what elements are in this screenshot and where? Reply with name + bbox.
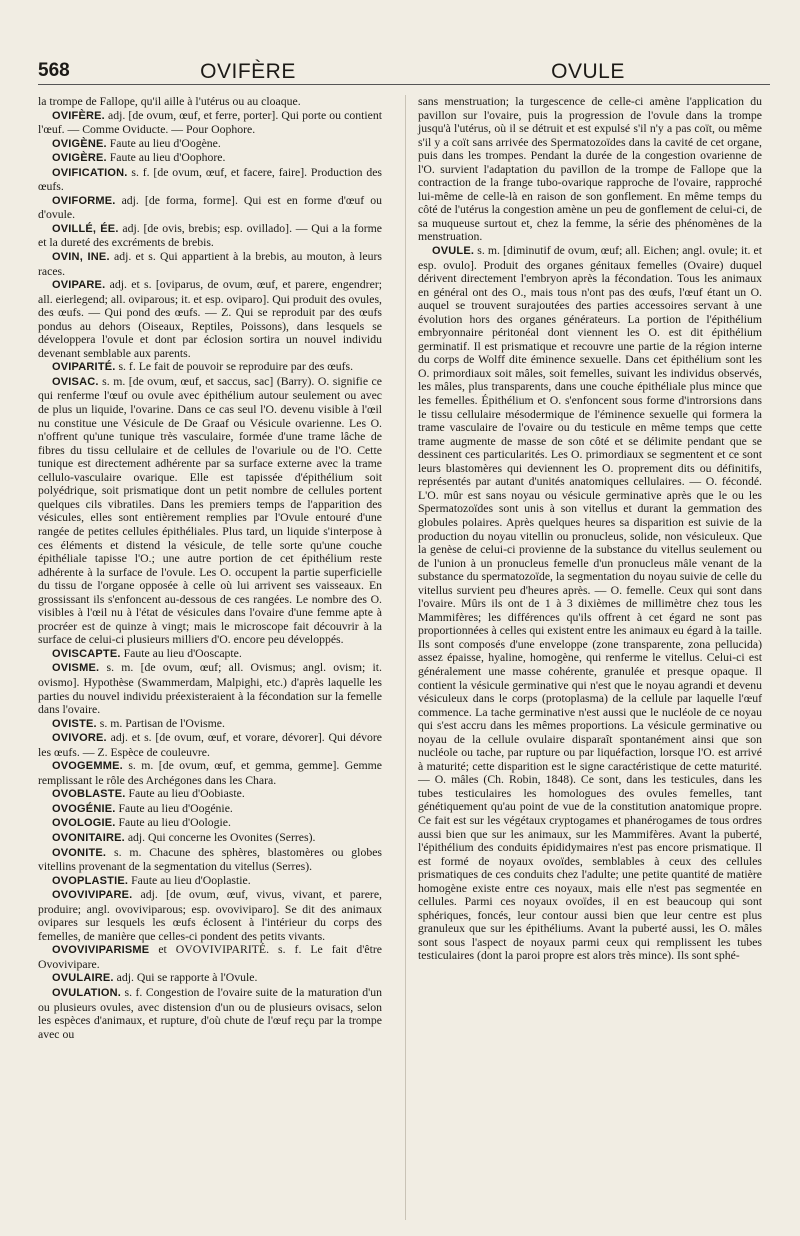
entry-text: adj. [de forma, forme]. Qui est en forme d'œuf ou d'ovule.: [38, 193, 382, 222]
dictionary-entry: [38, 802, 382, 817]
dictionary-entry: [38, 137, 382, 152]
entry-text: Faute au lieu d'Oophore.: [106, 151, 226, 165]
entry-text: sans menstruation; la turgescence de celle-ci amène l'application du pavillon sur l'ovaire, puis la progression de l'ovule dans la trompe jusqu'à l'utérus, où il se détruit et est expulsé s'il n'y a pas coït, ou même s'il y a coït sans arrivée des Spermatozoïdes dans la cavité de cet organe, puis dans les trompes. Pendant la durée de la congestion ovarienne de l'O. survient l'adaptation du pavillon de la trompe de Fallope que la contraction de la frange tubo-ovarique rapproche de l'ovaire, rapproché lui-même de celle-là en raison de son gonflement. En même temps du côté de l'utérus la congestion amène un peu de gonflement de celui-ci, de sa muqueuse surtout et, chez la femme, la série des phénomènes de la menstruation.: [418, 95, 762, 244]
dictionary-entry: [38, 717, 382, 732]
entry-text: s. f. Congestion de l'ovaire suite de la maturation d'un ou plusieurs ovules, avec distension d'un ou de plusieurs ovisacs, selon les espèces d'animaux, et rupture, d'où chute de l'œuf reçu par la trompe avec ou: [38, 986, 382, 1041]
dictionary-entry: [418, 244, 762, 963]
entry-headword: OVOLOGIE.: [52, 817, 116, 830]
entry-headword: OVIFÈRE.: [52, 109, 105, 122]
right-guide-word: OVULE: [551, 60, 625, 83]
entry-headword: OVOVIVIPARISME: [52, 944, 150, 957]
dictionary-entry: [38, 731, 382, 759]
dictionary-entry: [38, 831, 382, 846]
entry-text: s. f. [de ovum, œuf, et facere, faire]. Production des œufs.: [38, 165, 382, 194]
entry-text: et OVOVIVIPARITÉ. s. f. Le fait d'être Ovovivipare.: [38, 943, 382, 971]
entry-headword: OVISME.: [52, 662, 100, 675]
continued-text: [38, 95, 382, 109]
entry-text: Faute au lieu d'Oogène.: [106, 136, 221, 150]
entry-text: s. m. Chacune des sphères, blastomères ou globes vitellins provenant de la segmentation du vitellus (Serres).: [38, 845, 382, 874]
dictionary-entry: [38, 846, 382, 874]
entry-headword: OVOVIVIPARE.: [52, 889, 133, 902]
entry-headword: OVULATION.: [52, 987, 122, 999]
dictionary-entry: [38, 971, 382, 986]
column-divider: [405, 95, 406, 1220]
entry-headword: OVOBLASTE.: [52, 788, 126, 801]
dictionary-entry: [38, 360, 382, 375]
entry-headword: OVILLÉ, ÉE.: [52, 222, 119, 235]
dictionary-entry: [38, 986, 382, 1041]
entry-headword: OVOGEMME.: [52, 760, 123, 773]
entry-headword: OVOPLASTIE.: [52, 874, 129, 887]
entry-text: Faute au lieu d'Ooscapte.: [120, 646, 242, 660]
dictionary-entry: [38, 888, 382, 943]
entry-text: la trompe de Fallope, qu'il aille à l'utérus ou au cloaque.: [38, 95, 301, 108]
dictionary-entry: [38, 109, 382, 137]
entry-headword: OVIFICATION.: [52, 166, 128, 179]
entry-text: adj. Qui concerne les Ovonites (Serres).: [124, 830, 316, 844]
entry-text: Faute au lieu d'Oobiaste.: [125, 787, 245, 801]
dictionary-entry: [38, 222, 382, 250]
right-column: [418, 95, 762, 963]
entry-headword: OVIGÈRE.: [52, 152, 107, 165]
dictionary-entry: [38, 194, 382, 222]
dictionary-entry: [38, 375, 382, 647]
entry-text: Faute au lieu d'Ooplastie.: [128, 873, 251, 887]
dictionary-entry: [38, 166, 382, 194]
entry-headword: OVIGÈNE.: [52, 137, 107, 150]
entry-text: Faute au lieu d'Oologie.: [115, 816, 231, 830]
entry-headword: OVISAC.: [52, 375, 99, 388]
entry-text: adj. Qui se rapporte à l'Ovule.: [113, 971, 258, 985]
entry-headword: OVONITE.: [52, 846, 107, 859]
dictionary-entry: [38, 874, 382, 889]
entry-headword: OVONITAIRE.: [52, 831, 125, 844]
dictionary-entry: [38, 787, 382, 802]
entry-text: adj. et s. Qui appartient à la brebis, au mouton, à leurs races.: [38, 250, 382, 278]
dictionary-entry: [38, 250, 382, 278]
entry-headword: OVIN, INE.: [52, 251, 110, 264]
entry-text: adj. et s. [oviparus, de ovum, œuf, et parere, engendrer; all. eierlegend; all. oviparous; it. et esp. oviparo]. Qui produit des ovules, des œufs. — Qui pond des œufs. — Z. Qui se reproduit par des œufs pondus au dehors (Oiseaux, Reptiles, Poissons), dans lesquels se développera l'ovule et dont par éclosion sortira un nouvel individu devenant semblable aux parents.: [38, 278, 382, 360]
dictionary-entry: [38, 943, 382, 971]
page-number: 568: [38, 60, 70, 81]
entry-text: s. m. Partisan de l'Ovisme.: [96, 716, 225, 730]
entry-text: s. m. [de ovum, œuf, et saccus, sac] (Barry). O. signifie ce qui renferme l'œuf ou ovule avec épithélium autour seulement ou avec de plus un liquide, l'ovarine. Dans ce cas seul l'O. devenu visible à l'œil nu constitue une Vésicule de De Graaf ou Vésicule ovarienne. Les O. n'offrent qu'une tunique très vasculaire, formée d'une trame lâche de fibres du tissu cellulaire et de cellules de l'ovariule ou de l'O. Cette tunique est directement adhérente par sa surface externe avec la trame cellulo-vasculaire ovarique. Elle est tapissée d'épithélium soit polyédrique, soit prismatique dont un petit nombre de cellules portent quelques cils vibratiles. Dans les premiers temps de l'apparition des vésicules, elles sont entièrement remplies par l'Ovule entouré d'une rangée de petites cellules épithéliales. Plus tard, un liquide s'interpose à ces éléments et distend la vésicule, de telle sorte qu'une couche épithéliale tapisse l'O.; une autre portion de cet épithélium reste adhérente à la surface de l'ovule. Les O. occupent la partie superficielle du tissu de l'organe opposée à celle où lui arrivent ses vaisseaux. En grossissant ils s'enfoncent au-dessous de ces rangées. Le nombre des O. visibles à l'œil nu à l'état de vésicules dans l'ovaire d'une femme apte à procréer est de quinze à vingt; mais le microscope fait découvrir à la surface de celui-ci plusieurs milliers d'O. encore peu développés.: [38, 374, 382, 647]
entry-headword: OVIPARE.: [52, 279, 106, 292]
entry-text: s. m. [de ovum, œuf; all. Ovismus; angl. ovism; it. ovismo]. Hypothèse (Swammerdam, Malpighi, etc.) d'après laquelle les parties du nouvel individu préexisteraient à la fécondation sur la femelle dans l'ovaire.: [38, 661, 382, 717]
header-rule: [38, 84, 770, 85]
entry-text: s. f. Le fait de pouvoir se reproduire par des œufs.: [115, 360, 354, 374]
running-header: [38, 60, 770, 90]
entry-text: adj. et s. [de ovum, œuf, et vorare, dévorer]. Qui dévore les œufs. — Z. Espèce de couleuvre.: [38, 731, 382, 759]
entry-text: adj. [de ovum, œuf, et ferre, porter]. Qui porte ou contient l'œuf. — Comme Oviducte. — Pour Oophore.: [38, 108, 382, 137]
entry-text: s. m. [de ovum, œuf, et gemma, gemme]. Gemme remplissant le rôle des Archégones dans les Chara.: [38, 759, 382, 787]
dictionary-entry: [38, 151, 382, 166]
entry-headword: OVULAIRE.: [52, 972, 114, 985]
entry-headword: OVIPARITÉ.: [52, 361, 116, 374]
entry-text: s. m. [diminutif de ovum, œuf; all. Eichen; angl. ovule; it. et esp. ovulo]. Produit des organes génitaux femelles (Ovaire) duquel dérivent directement l'embryon après la fécondation. Tous les animaux en général ont des O., mais tous n'ont pas des œufs, l'œuf étant un O. auquel se trouvent surajoutées des parties accessoires servant à une évolution hors des organes générateurs. La portion de l'épithélium embryonnaire péritonéal dont viennent les O. est dit épithélium germinatif. Il est prismatique et recouvre une partie de la région interne du corps de Wolff dite éminence sexuelle. Dans cet épithélium sont les O. primordiaux soit mâles, soit femelles, suivant les individus observés, les mâles, plus transparents, dans une couche épithéliale plus mince que les femelles. Épithélium et O. s'enfoncent sous forme d'introrsions dans le tissu cellulaire mésodermique de l'éminence sexuelle qui formera la trame vasculaire de l'ovaire ou du testicule en même temps que cette trame augmente de masse de son côté et se délimite pendant que se dessinent ces particularités. Les O. primordiaux se segmentent et ce sont leurs blastomères qui deviennent les O. proprement dits ou définitifs, représentés par autant d'unités anatomiques cellulaires. — O. fécondé. L'O. mûr est sans noyau ou vésicule germinative après que le ou les Spermatozoïdes sont unis à son vitellus et durant la gemmation des globules polaires. Après quelques heures sa disparition est suivie de la production du noyau vitellin ou pronucleus, solide, non vésiculeux. Que la genèse de celui-ci provienne de la substance du vitellus seulement ou de l'union à un pronucleus femelle d'un pronucleus mâle venant de la substance du spermatozoïde, la segmentation du noyau suivie de celle du vitellus survient peu d'heures après. — O. femelle. Ceux qui sont dans l'ovaire. Mûrs ils ont de 1 à 3 dixièmes de millimètre chez tous les Mammifères; les différences qu'ils offrent à cet égard ne sont pas proportionnées à celles qui existent entre les animaux eu égard à la taille. Ils sont composés d'une enveloppe (zone transparente, zona pellucida) assez épaisse, hyaline, homogène, qui renferme le vitellus. Celui-ci est généralement une masse cohérente, granulée et presque opaque. Il contient la vésicule germinative qui n'est que le noyau agrandi et devenu vésiculeux dans le corps (protoplasma) de la cellule par laquelle l'œuf commence. La tache germinative n'est aussi que le nucléole de ce noyau qui s'est accru dans les mêmes proportions. La vésicule germinative ou noyau de la cellule ovulaire disparaît spontanément ainsi que son nucléole ou tache, par rupture ou par liquéfaction, lorsque l'O. est arrivé à maturité; cette disparition est le signe caractéristique de cette maturité. — O. mâles (Ch. Robin, 1848). Ce sont, dans les testicules, dans les tubes testiculaires les homologues des ovules femelles, tant génétiquement qu'au point de vue de la constitution anatomique propre. Ce fait est sur les végétaux cryptogames et phanérogames de tous ordres aussi bien que sur les animaux, sur les Mammifères. Avant la puberté, l'épithélium des conduits épididymaires n'est pas encore prismatique. Il est formé de noyaux ovoïdes, semblables à ceux des cellules prismatiques de ces conduits chez l'adulte; une petite quantité de matière homogène existe entre ces noyaux, mais elle n'est pas segmentée en cellules. Parmi ces noyaux ovoïdes, il en est beaucoup qui sont sphériques, foncés, leur contour aussi bien que leur centre est plus granuleux que sur les épithéliums. Avant la puberté aussi, les O. mâles sont sous l'aspect de noyaux parmi ceux qui remplissent les tubes testiculaires (dont la paroi propre est alors très mince). Ils sont sphé-: [418, 244, 762, 963]
entry-text: adj. [de ovum, œuf, vivus, vivant, et parere, produire; angl. ovoviviparous; esp. ovoviviparo]. Se dit des animaux ovipares sur lesquels les œufs éclosent à l'intérieur du corps des femelles, de manière que celles-ci pondent des petits vivants.: [38, 888, 382, 943]
dictionary-entry: [38, 759, 382, 787]
entry-text: Faute au lieu d'Oogénie.: [115, 801, 233, 815]
dictionary-entry: [38, 278, 382, 360]
entry-headword: OVIVORE.: [52, 732, 107, 745]
continued-text: [418, 95, 762, 244]
left-guide-word: OVIFÈRE: [200, 60, 296, 83]
entry-headword: OVOGÉNIE.: [52, 802, 116, 815]
entry-headword: OVISTE.: [52, 717, 97, 730]
entry-text: adj. [de ovis, brebis; esp. ovillado]. — Qui a la forme et la dureté des excréments de brebis.: [38, 221, 382, 250]
entry-headword: OVIFORME.: [52, 194, 116, 207]
left-column: [38, 95, 382, 1041]
entry-headword: OVULE.: [432, 245, 475, 258]
dictionary-entry: [38, 647, 382, 662]
entry-headword: OVISCAPTE.: [52, 647, 121, 660]
dictionary-entry: [38, 816, 382, 831]
dictionary-entry: [38, 661, 382, 716]
